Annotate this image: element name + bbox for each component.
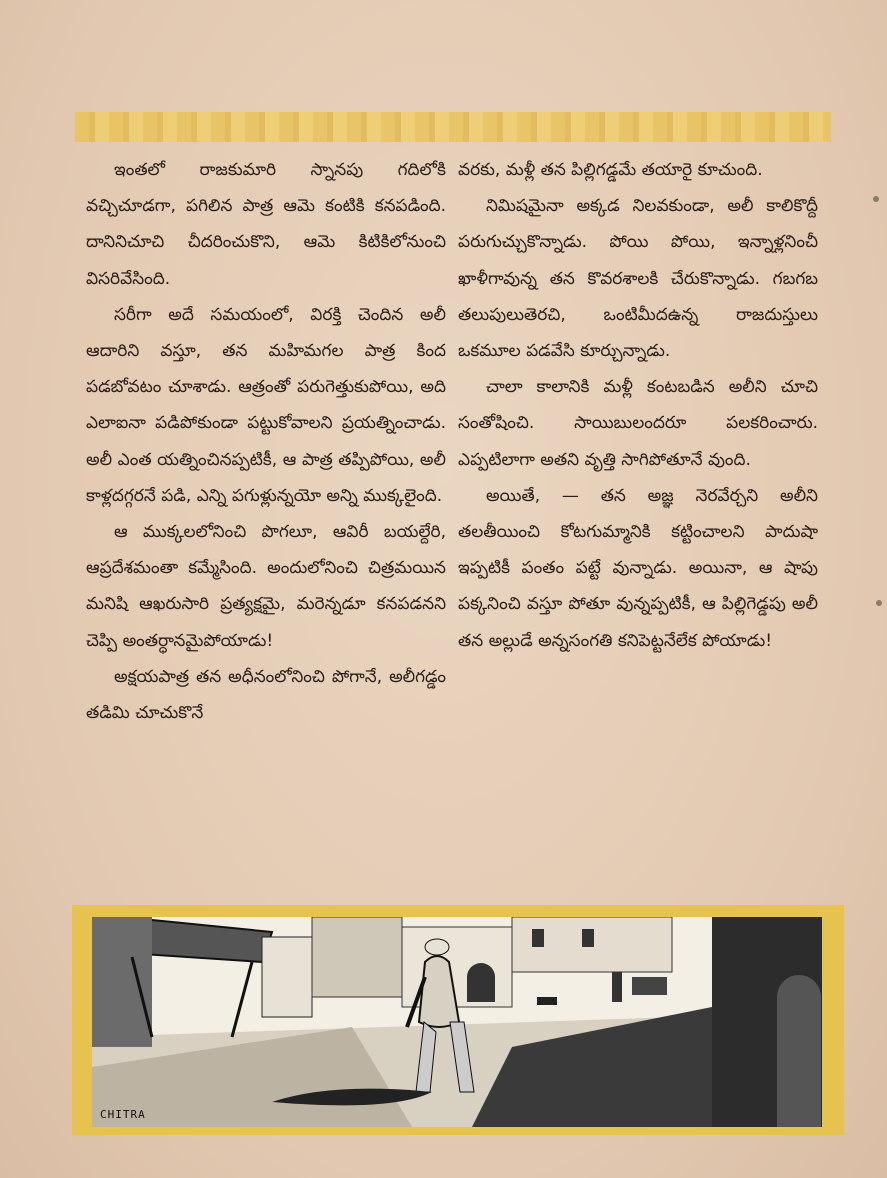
paragraph: అక్షయపాత్ర తన అధీనంలోనించి పోగానే, అలీగడ్డం తడిమి చూచుకొనే xyxy=(86,666,446,724)
paragraph: అయితే, — తన అజ్ఞ నెరవేర్చని అలీని తలతీయించి కోటగుమ్మానికి కట్టించాలని పాదుషా ఇప్పటికీ పంతం పట్టే వున్నాడు. అయినా, ఆ షాపు పక్కనించి వస్తూ పోతూ వున్నప్పటికీ, ఆ పిల్లిగెడ్డపు అలీ తన అల్లుడే అన్నసంగతి కనిపెట్టనేలేక పోయాడు! xyxy=(458,485,818,651)
street-scene-drawing xyxy=(92,917,822,1127)
paper-speck xyxy=(873,196,879,202)
right-text-column xyxy=(458,152,818,659)
paragraph: వరకు, మళ్లీ తన పిల్లిగడ్డమే తయారై కూచుంది. xyxy=(458,160,763,180)
left-text-column xyxy=(86,152,446,731)
story-illustration xyxy=(72,905,844,1135)
decorative-header-band xyxy=(75,112,831,142)
paper-speck xyxy=(876,600,882,606)
paragraph: చాలా కాలానికి మళ్లీ కంటబడిన అలీని చూచి సంతోషించి. సాయిబులందరూ పలకరించారు. ఎప్పటిలాగా అతని వృత్తి సాగిపోతూనే వుంది. xyxy=(458,377,818,470)
illustrator-signature: CHITRA xyxy=(100,1108,146,1121)
paragraph: నిమిషమైనా అక్కడ నిలవకుండా, అలీ కాలికొద్దీ పరుగుచ్చుకొన్నాడు. పోయి పోయి, ఇన్నాళ్లనించీ ఖాళీగావున్న తన కొవరశాలకి చేరుకొన్నాడు. గబగబ తలుపులుతెరచి, ఒంటిమీదఉన్న రాజదుస్తులు ఒకమూల పడవేసి కూర్చున్నాడు. xyxy=(458,196,818,362)
paragraph: ఆ ముక్కలలోనించి పొగలూ, ఆవిరీ బయల్దేరి, ఆప్రదేశమంతా కమ్మేసింది. అందులోనించి చిత్రమయిన మనిషి ఆఖరుసారి ప్రత్యక్షమై, మరెన్నడూ కనపడనని చెప్పి అంతర్ధానమైపోయాడు! xyxy=(86,522,446,651)
paragraph: సరీగా అదే సమయంలో, విరక్తి చెందిన అలీ ఆదారిని వస్తూ, తన మహిమగల పాత్ర కింద పడబోవటం చూశాడు. ఆత్రంతో పరుగెత్తుకుపోయి, అది ఎలాఐనా పడిపోకుండా పట్టుకోవాలని ప్రయత్నించాడు. అలీ ఎంత యత్నించినప్పటికీ, ఆ పాత్ర తప్పిపోయి, అలీ కాళ్లదగ్గరనే పడి, ఎన్ని పగుళ్లున్నయో అన్ని ముక్కలైంది. xyxy=(86,304,446,506)
paragraph: ఇంతలో రాజకుమారి స్నానపు గదిలోకి వచ్చిచూడగా, పగిలిన పాత్ర ఆమె కంటికి కనపడింది. దానినిచూచి చీదరించుకొని, ఆమె కిటికిలోనుంచి విసరివేసింది. xyxy=(86,160,446,289)
